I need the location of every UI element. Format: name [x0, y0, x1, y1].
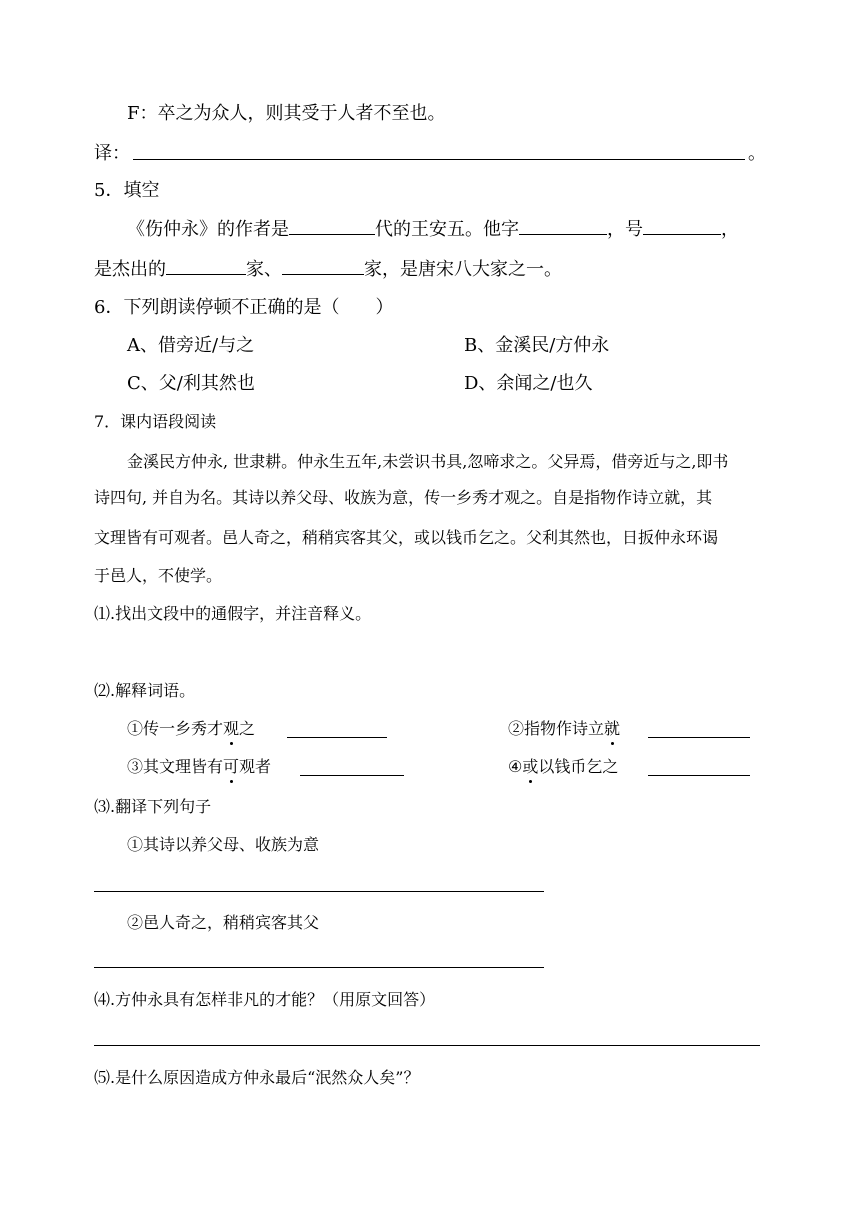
word-text: 以钱币乞之	[538, 757, 619, 776]
q7-sub2: ⑵.解释词语。	[94, 681, 196, 700]
word-text: ③其文理皆有	[127, 757, 224, 776]
emphasis-char: 就	[604, 719, 621, 738]
passage-line: 诗四句, 并自为名。其诗以养父母、收族为意，传一乡秀才观之。自是指物作诗立就，其	[94, 488, 713, 507]
passage-line: 文理皆有可观者。邑人奇之，稍稍宾客其父，或以钱币乞之。父利其然也，日扳仲永环谒	[94, 528, 719, 547]
q7-title: 7．课内语段阅读	[94, 412, 217, 431]
question-f-line: F：卒之为众人，则其受于人者不至也。	[127, 103, 446, 124]
q5-line-1	[127, 219, 739, 241]
word-item-3	[127, 757, 271, 777]
word-item-2	[508, 719, 620, 739]
q6-option-d[interactable]: D、余闻之/也久	[464, 373, 593, 394]
word-text: 观者	[239, 757, 272, 776]
translate-end: 。	[748, 143, 766, 164]
word-answer-line-1[interactable]	[287, 737, 387, 738]
word-text: ④	[508, 757, 523, 776]
word-item-1	[127, 719, 255, 739]
word-answer-line-4[interactable]	[648, 775, 750, 776]
q5-text: 《伤仲永》的作者是	[127, 219, 289, 240]
sentence-1-answer-line[interactable]	[94, 891, 544, 892]
q5-text: ，号	[607, 219, 643, 240]
translate-label: 译：	[94, 143, 130, 164]
passage-line: 于邑人，不使学。	[94, 566, 223, 585]
fill-blank-role-2[interactable]	[282, 260, 364, 275]
fill-blank-dynasty[interactable]	[289, 220, 375, 235]
sentence-2: ②邑人奇之，稍稍宾客其父	[127, 913, 320, 932]
sentence-2-answer-line[interactable]	[94, 967, 544, 968]
sub4-answer-line[interactable]	[94, 1045, 760, 1046]
q5-text: ，	[721, 219, 739, 240]
q6-option-c[interactable]: C、父/利其然也	[127, 373, 255, 394]
q6-option-b[interactable]: B、金溪民/方仲永	[464, 335, 610, 356]
q5-text: 家，是唐宋八大家之一。	[364, 259, 562, 280]
fill-blank-role-1[interactable]	[166, 260, 246, 275]
q5-line-2	[94, 259, 562, 281]
q5-text: 代的王安五。他字	[375, 219, 519, 240]
q5-text: 是杰出的	[94, 259, 166, 280]
q6-option-a[interactable]: A、借旁近/与之	[127, 335, 255, 356]
q6-title: 6．下列朗读停顿不正确的是（ ）	[94, 297, 394, 318]
q7-sub1: ⑴.找出文段中的通假字，并注音释义。	[94, 604, 372, 623]
sentence-1: ①其诗以养父母、收族为意	[127, 835, 320, 854]
q5-title: 5．填空	[94, 180, 160, 201]
q7-sub3: ⑶.翻译下列句子	[94, 797, 212, 816]
emphasis-char: 观	[223, 719, 240, 738]
word-answer-line-2[interactable]	[648, 737, 750, 738]
word-answer-line-3[interactable]	[300, 775, 404, 776]
fill-blank-hao[interactable]	[643, 220, 721, 235]
word-text: ①传一乡秀才	[127, 719, 224, 738]
word-item-4	[508, 757, 618, 777]
emphasis-char: 可	[223, 757, 240, 776]
word-text: 之	[239, 719, 256, 738]
fill-blank-zi[interactable]	[519, 220, 607, 235]
q7-sub4: ⑷.方仲永具有怎样非凡的才能？（用原文回答）	[94, 990, 436, 1009]
q5-text: 家、	[246, 259, 282, 280]
emphasis-char: 或	[522, 757, 539, 776]
word-text: ②指物作诗立	[508, 719, 605, 738]
translate-answer-line[interactable]	[133, 159, 745, 160]
q7-sub5: ⑸.是什么原因造成方仲永最后“泯然众人矣”？	[94, 1068, 420, 1087]
passage-line: 金溪民方仲永, 世隶耕。仲永生五年,未尝识书具,忽啼求之。父异焉，借旁近与之,即书	[127, 452, 729, 471]
